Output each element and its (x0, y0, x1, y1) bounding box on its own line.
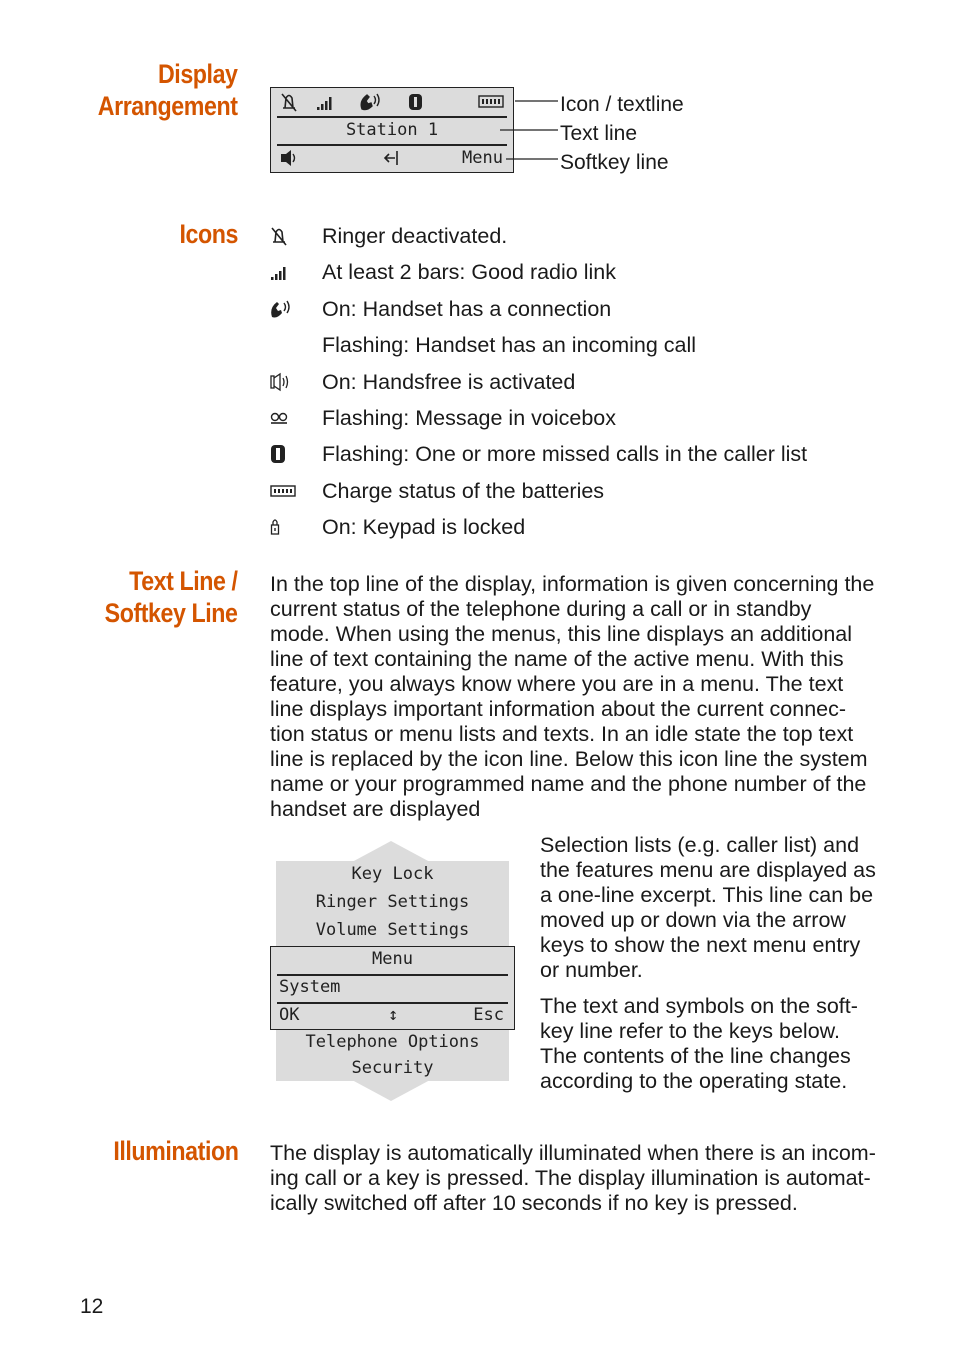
paragraph-line: or number. (540, 958, 643, 982)
softkey-esc: Esc (473, 1005, 504, 1025)
menu-entry: Security (351, 1058, 434, 1078)
heading-text-line-softkey-line (105, 565, 238, 629)
missed-calls-icon (270, 443, 296, 465)
heading-line: Arrangement (98, 91, 238, 121)
menu-entry: Telephone Options (305, 1032, 480, 1052)
signal-bars-icon (317, 97, 332, 110)
icon-description: Flashing: One or more missed calls in the caller list (322, 442, 808, 466)
heading-illumination (113, 1135, 238, 1167)
icon-description: Flashing: Message in voicebox (322, 406, 616, 430)
icon-description: Ringer deactivated. (322, 224, 508, 248)
icon-description: On: Handset has a connection (322, 297, 612, 321)
paragraph-line: keys to show the next menu entry (540, 933, 861, 957)
handsfree-icon (270, 371, 296, 393)
display-example (270, 87, 514, 173)
illumination-paragraph (270, 1141, 876, 1216)
paragraph-line: moved up or down via the arrow (540, 908, 846, 932)
paragraph-line: line displays important information about the current connec- (270, 697, 847, 721)
paragraph-line: ing call or a key is pressed. The display illumination is automat- (270, 1166, 871, 1190)
handsfree-icon (281, 150, 295, 166)
paragraph-line: name or your programmed name and the phone number of the (270, 772, 867, 796)
arrow-up-icon (351, 841, 431, 863)
callout-lines (500, 95, 562, 165)
text-line-paragraph (270, 572, 874, 822)
redial-icon (385, 151, 397, 165)
paragraph-line: mode. When using the menus, this line displays an additional (270, 622, 853, 646)
heading-line: Illumination (112, 1136, 238, 1166)
voicebox-icon (270, 407, 296, 429)
paragraph-line: current status of the telephone during a call or in standby (270, 597, 812, 621)
softkey-paragraph (540, 994, 858, 1094)
heading-line: Display (158, 59, 238, 89)
lock-icon (270, 516, 296, 538)
ringer-off-icon (282, 94, 296, 111)
icon-description: Flashing: Handset has an incoming call (322, 333, 697, 357)
paragraph-line: according to the operating state. (540, 1069, 848, 1093)
icon-description: At least 2 bars: Good radio link (322, 260, 616, 284)
menu-title: Menu (372, 949, 413, 969)
paragraph-line: handset are displayed (270, 797, 481, 821)
menu-entry: Ringer Settings (315, 892, 470, 912)
paragraph-line: The text and symbols on the soft- (540, 994, 858, 1018)
page-number: 12 (80, 1295, 104, 1318)
missed-calls-icon (409, 94, 422, 110)
display-divider (277, 974, 508, 976)
callout-icon-textline: Icon / textline (560, 93, 684, 116)
paragraph-line: feature, you always know where you are in a menu. The text (270, 672, 844, 696)
display-softkey-menu: Menu (462, 148, 503, 168)
callout-text-line: Text line (560, 122, 638, 145)
paragraph-line: The contents of the line changes (540, 1044, 851, 1068)
ringer-off-icon (270, 225, 296, 247)
menu-selected-entry: System (279, 977, 341, 997)
menu-entry: Volume Settings (315, 920, 470, 940)
paragraph-line: key line refer to the keys below. (540, 1019, 840, 1043)
paragraph-line: a one-line excerpt. This line can be (540, 883, 874, 907)
softkey-ok: OK (279, 1005, 300, 1025)
menu-display-frame (270, 946, 515, 1030)
heading-line: Text Line / (129, 566, 238, 596)
battery-icon (270, 480, 296, 502)
paragraph-line: line of text containing the name of the active menu. With this (270, 647, 844, 671)
heading-line: Icons (179, 219, 238, 249)
heading-display-arrangement (98, 58, 238, 122)
handset-connection-icon (270, 298, 296, 320)
paragraph-line: ically switched off after 10 seconds if no key is pressed. (270, 1191, 798, 1215)
handset-connection-icon (361, 94, 379, 110)
paragraph-line: the features menu are displayed as (540, 858, 876, 882)
heading-icons (179, 218, 238, 250)
paragraph-line: Selection lists (e.g. caller list) and (540, 833, 860, 857)
paragraph-line: line is replaced by the icon line. Below this icon line the system (270, 747, 868, 771)
icon-description: Charge status of the batteries (322, 479, 605, 503)
signal-bars-icon (270, 261, 296, 283)
display-text-line: Station 1 (345, 120, 439, 140)
menu-entry: Key Lock (351, 864, 434, 884)
display-softkey-icons (279, 148, 409, 168)
callout-softkey-line: Softkey line (560, 151, 669, 174)
arrow-down-icon (351, 1080, 431, 1102)
heading-line: Softkey Line (105, 598, 238, 628)
paragraph-line: In the top line of the display, information is given concerning the (270, 572, 875, 596)
softkey-scroll: ↕ (388, 1005, 399, 1025)
icon-description: On: Handsfree is activated (322, 370, 576, 394)
selection-paragraph (540, 833, 876, 983)
display-icon-line (279, 91, 509, 113)
display-divider (277, 1002, 508, 1004)
icon-description: On: Keypad is locked (322, 515, 526, 539)
paragraph-line: The display is automatically illuminated when there is an incom- (270, 1141, 876, 1165)
display-divider (277, 116, 507, 118)
display-divider (277, 144, 507, 146)
paragraph-line: tion status or menu lists and texts. In an idle state the top text (270, 722, 854, 746)
